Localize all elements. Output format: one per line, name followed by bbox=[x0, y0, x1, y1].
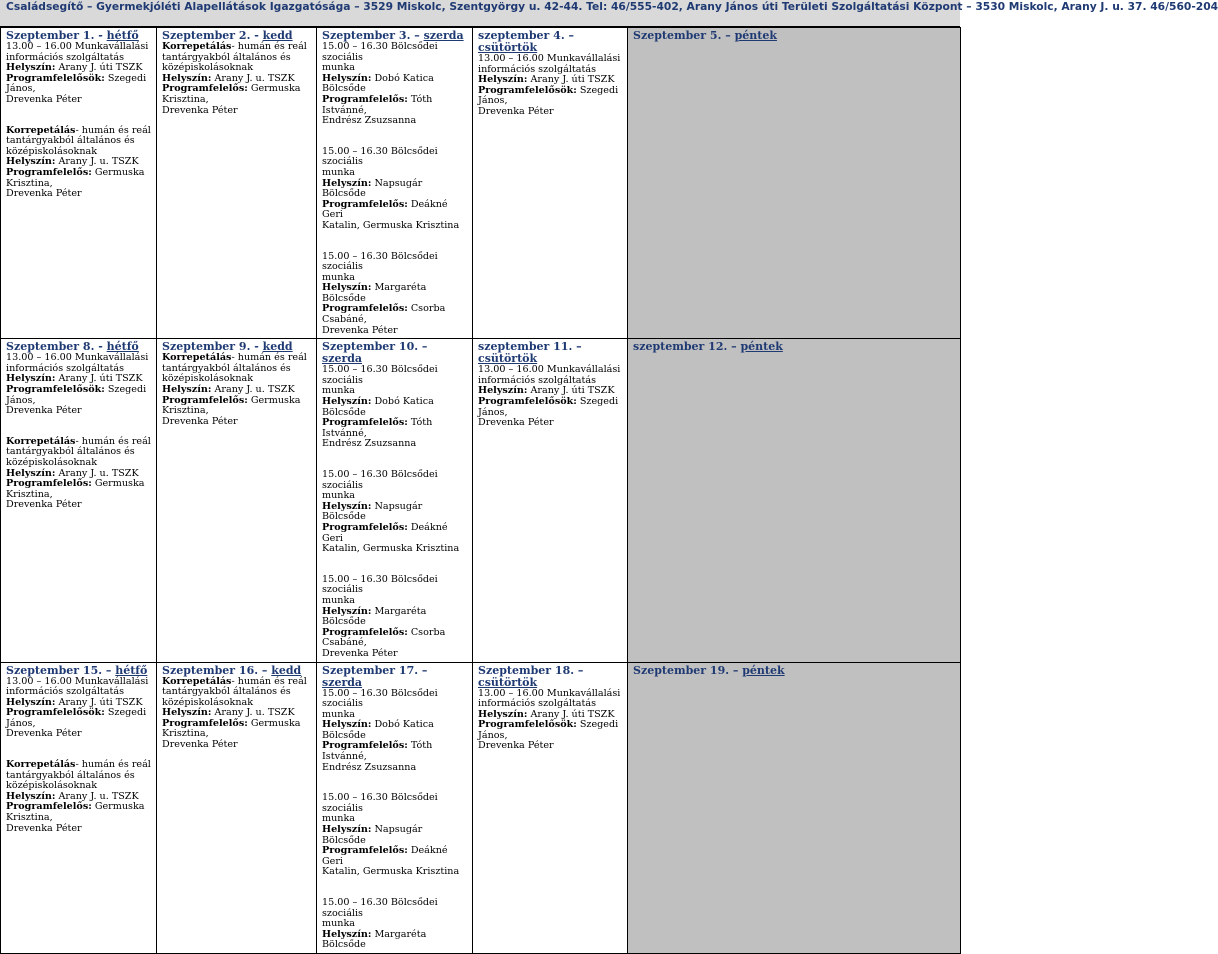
program-line-p1: Programfelelős: Germuska Krisztina, bbox=[162, 717, 301, 740]
day-title bbox=[322, 341, 468, 365]
program-line-p2: Drevenka Péter bbox=[322, 647, 398, 659]
day-date: Szeptember 18. – bbox=[478, 663, 584, 677]
program-line-p1: Programfelelős: Germuska Krisztina, bbox=[162, 394, 301, 417]
program-line-l2: munka bbox=[322, 918, 355, 930]
program-line-l2: munka bbox=[322, 166, 355, 178]
program-entry bbox=[322, 147, 468, 232]
day-cell bbox=[1, 339, 157, 662]
program-line-p1: Programfelelősök: Szegedi János, bbox=[478, 396, 619, 418]
program-entry bbox=[162, 677, 312, 751]
program-entry bbox=[322, 575, 468, 660]
field-label: Helyszín: bbox=[6, 696, 56, 708]
program-line-loc: Helyszín: Margaréta Bölcsőde bbox=[322, 928, 427, 951]
program-line-p1: Programfelelős: Tóth Istvánné, bbox=[322, 417, 433, 439]
day-weekday: szerda bbox=[322, 352, 363, 366]
program-line-p2: Drevenka Péter bbox=[478, 417, 554, 429]
field-label: Helyszín: bbox=[322, 282, 372, 294]
program-line-l1: Korrepetálás- humán és reál bbox=[6, 759, 151, 771]
program-line-loc: Helyszín: Arany J. úti TSZK bbox=[6, 696, 143, 708]
program-line-l2: munka bbox=[322, 594, 355, 606]
program-line-loc: Helyszín: Arany J. u. TSZK bbox=[6, 156, 139, 168]
field-label: Programfelelős: bbox=[162, 717, 248, 729]
day-cell bbox=[317, 28, 473, 339]
field-label: Programfelelős: bbox=[322, 198, 408, 210]
field-label: Programfelelős: bbox=[162, 394, 248, 406]
program-line-p2: Endrész Zsuzsanna bbox=[322, 761, 417, 773]
program-line-l2: információs szolgáltatás bbox=[478, 63, 596, 75]
program-line-p2: Drevenka Péter bbox=[6, 405, 82, 417]
day-cell bbox=[317, 339, 473, 662]
program-line-l2: tantárgyakból általános és bbox=[6, 769, 135, 781]
field-label: Programfelelős: bbox=[322, 626, 408, 638]
field-label: Helyszín: bbox=[322, 500, 372, 512]
program-entry bbox=[478, 365, 623, 429]
program-entry bbox=[6, 42, 152, 106]
day-date: Szeptember 17. – bbox=[322, 663, 428, 677]
program-line-p1: Programfelelős: Deákné Geri bbox=[322, 198, 448, 221]
field-label: Programfelelős: bbox=[322, 740, 408, 752]
day-date: szeptember 4. – bbox=[478, 29, 574, 42]
program-entry bbox=[162, 353, 312, 427]
program-line-p2: Katalin, Germuska Krisztina bbox=[322, 219, 460, 231]
field-label: Programfelelős: bbox=[322, 303, 408, 315]
day-weekday: hétfő bbox=[115, 663, 148, 677]
day-date: Szeptember 16. – bbox=[162, 663, 272, 677]
program-line-p2: Drevenka Péter bbox=[478, 105, 554, 117]
day-cell bbox=[628, 662, 961, 953]
program-line-loc: Helyszín: Napsugár Bölcsőde bbox=[322, 500, 423, 523]
program-line-p2: Drevenka Péter bbox=[322, 324, 398, 336]
day-weekday: hétfő bbox=[106, 340, 139, 354]
program-line-l2: munka bbox=[322, 271, 355, 283]
program-line-l1: 15.00 – 16.30 Bölcsődei szociális bbox=[322, 687, 438, 710]
program-line-p1: Programfelelős: Germuska Krisztina, bbox=[6, 166, 145, 189]
program-entry bbox=[322, 689, 468, 774]
day-cell bbox=[473, 339, 628, 662]
program-entry bbox=[478, 689, 623, 753]
program-line-p1: Programfelelős: Tóth Istvánné, bbox=[322, 93, 433, 116]
day-title bbox=[478, 341, 623, 365]
program-line-p1: Programfelelős: Deákné Geri bbox=[322, 845, 448, 867]
program-line-l1: 13.00 – 16.00 Munkavállalási bbox=[6, 352, 149, 364]
day-weekday: csütörtök bbox=[478, 675, 538, 689]
program-line-loc: Helyszín: Napsugár Bölcsőde bbox=[322, 824, 423, 846]
program-line-l2: munka bbox=[322, 708, 355, 720]
program-line-l2: munka bbox=[322, 490, 355, 502]
day-date: Szeptember 15. – bbox=[6, 663, 116, 677]
program-entry bbox=[6, 677, 152, 741]
program-line-p1: Programfelelős: Germuska Krisztina, bbox=[162, 83, 301, 105]
field-label: Helyszín: bbox=[6, 156, 56, 168]
field-label: Programfelelős: bbox=[322, 93, 408, 105]
day-weekday: szerda bbox=[423, 29, 464, 42]
program-line-loc: Helyszín: Arany J. u. TSZK bbox=[162, 384, 295, 396]
program-line-l1: Korrepetálás- humán és reál bbox=[162, 675, 307, 687]
program-line-l2: információs szolgáltatás bbox=[6, 51, 124, 63]
program-line-l2: információs szolgáltatás bbox=[478, 698, 596, 710]
field-label: Helyszín: bbox=[322, 824, 372, 836]
program-line-l1: 15.00 – 16.30 Bölcsődei szociális bbox=[322, 469, 438, 491]
field-label: Helyszín: bbox=[322, 72, 372, 84]
program-entry bbox=[322, 793, 468, 878]
day-title bbox=[478, 30, 623, 54]
day-cell bbox=[1, 662, 157, 953]
program-entry bbox=[322, 42, 468, 127]
program-line-p2: Drevenka Péter bbox=[6, 728, 82, 740]
field-label: Korrepetálás bbox=[6, 759, 76, 771]
program-line-l1: 13.00 – 16.00 Munkavállalási bbox=[478, 687, 621, 699]
program-line-l3: középiskolásoknak bbox=[6, 145, 98, 157]
program-line-l1: 13.00 – 16.00 Munkavállalási bbox=[6, 41, 149, 52]
program-line-l1: Korrepetálás- humán és reál bbox=[162, 352, 307, 364]
program-line-l2: tantárgyakból általános és bbox=[162, 362, 291, 374]
field-label: Helyszín: bbox=[478, 74, 528, 86]
program-line-l2: munka bbox=[322, 813, 355, 825]
program-line-loc: Helyszín: Napsugár Bölcsőde bbox=[322, 177, 423, 200]
week-row bbox=[1, 662, 961, 953]
day-cell bbox=[157, 339, 317, 662]
program-line-l2: tantárgyakból általános és bbox=[6, 446, 135, 458]
field-label: Programfelelős: bbox=[322, 845, 408, 857]
program-line-p2: Drevenka Péter bbox=[162, 104, 238, 116]
day-date: szeptember 12. – bbox=[633, 340, 741, 354]
field-label: Programfelelősök: bbox=[6, 384, 105, 396]
field-label: Programfelelős: bbox=[322, 417, 408, 429]
program-line-loc: Helyszín: Margaréta Bölcsőde bbox=[322, 282, 427, 304]
day-date: Szeptember 19. – bbox=[633, 663, 743, 677]
program-line-l2: munka bbox=[322, 62, 355, 74]
field-label: Programfelelős: bbox=[6, 801, 92, 813]
program-line-loc: Helyszín: Dobó Katica Bölcsőde bbox=[322, 396, 434, 418]
day-weekday: kedd bbox=[262, 340, 293, 354]
day-date: Szeptember 5. – bbox=[633, 29, 735, 42]
program-line-p2: Katalin, Germuska Krisztina bbox=[322, 866, 460, 878]
program-entry bbox=[322, 365, 468, 450]
day-cell bbox=[628, 339, 961, 662]
program-line-l2: tantárgyakból általános és bbox=[6, 135, 135, 147]
program-line-p1: Programfelelős: Tóth Istvánné, bbox=[322, 740, 433, 763]
program-line-p2: Drevenka Péter bbox=[162, 739, 238, 751]
program-line-l2: információs szolgáltatás bbox=[6, 686, 124, 698]
day-date: Szeptember 10. – bbox=[322, 340, 428, 354]
field-label: Korrepetálás bbox=[6, 124, 76, 136]
program-line-l1: 15.00 – 16.30 Bölcsődei szociális bbox=[322, 573, 438, 596]
day-date: Szeptember 1. - bbox=[6, 29, 107, 42]
field-label: Programfelelős: bbox=[6, 478, 92, 490]
program-line-l1: Korrepetálás- humán és reál bbox=[6, 124, 151, 136]
week-row bbox=[1, 28, 961, 339]
day-date: Szeptember 3. – bbox=[322, 29, 424, 42]
field-label: Helyszín: bbox=[322, 928, 372, 940]
day-title bbox=[478, 665, 623, 689]
day-cell bbox=[157, 662, 317, 953]
program-line-p1: Programfelelős: Csorba Csabáné, bbox=[322, 626, 446, 649]
program-line-loc: Helyszín: Arany J. u. TSZK bbox=[6, 790, 139, 802]
program-line-loc: Helyszín: Arany J. u. TSZK bbox=[162, 707, 295, 719]
program-line-l3: középiskolásoknak bbox=[6, 780, 98, 792]
program-line-l2: tantárgyakból általános és bbox=[162, 686, 291, 698]
day-weekday: hétfő bbox=[106, 29, 139, 42]
day-date: Szeptember 8. - bbox=[6, 340, 107, 354]
document-header bbox=[0, 0, 1218, 27]
day-weekday: kedd bbox=[262, 29, 293, 42]
program-line-l1: 13.00 – 16.00 Munkavállalási bbox=[6, 675, 149, 687]
field-label: Helyszín: bbox=[162, 707, 212, 719]
day-weekday: péntek bbox=[742, 663, 785, 677]
day-weekday: kedd bbox=[271, 663, 302, 677]
program-line-p1: Programfelelősök: Szegedi János, bbox=[6, 72, 147, 95]
day-title bbox=[6, 665, 152, 677]
program-line-p1: Programfelelős: Csorba Csabáné, bbox=[322, 303, 446, 326]
day-weekday: péntek bbox=[734, 29, 777, 42]
program-line-p1: Programfelelős: Germuska Krisztina, bbox=[6, 478, 145, 500]
field-label: Helyszín: bbox=[478, 708, 528, 720]
program-line-loc: Helyszín: Arany J. úti TSZK bbox=[6, 62, 143, 74]
program-line-p2: Katalin, Germuska Krisztina bbox=[322, 543, 460, 555]
program-line-l1: Korrepetálás- humán és reál bbox=[162, 41, 307, 52]
field-label: Helyszín: bbox=[322, 605, 372, 617]
field-label: Helyszín: bbox=[322, 177, 372, 189]
field-label: Programfelelősök: bbox=[478, 396, 577, 408]
program-line-p1: Programfelelős: Germuska Krisztina, bbox=[6, 801, 145, 824]
field-label: Programfelelősök: bbox=[6, 72, 105, 84]
program-line-l3: középiskolásoknak bbox=[162, 696, 254, 708]
program-line-p2: Drevenka Péter bbox=[6, 822, 82, 834]
field-label: Korrepetálás bbox=[162, 41, 232, 52]
field-label: Helyszín: bbox=[478, 385, 528, 397]
day-weekday: csütörtök bbox=[478, 352, 538, 366]
program-entry bbox=[322, 470, 468, 555]
day-title bbox=[633, 30, 956, 42]
program-line-l1: Korrepetálás- humán és reál bbox=[6, 435, 151, 447]
program-line-loc: Helyszín: Dobó Katica Bölcsőde bbox=[322, 72, 434, 95]
field-label: Korrepetálás bbox=[162, 675, 232, 687]
week-row bbox=[1, 339, 961, 662]
program-entry bbox=[6, 126, 152, 200]
program-entry bbox=[6, 760, 152, 834]
program-line-loc: Helyszín: Arany J. u. TSZK bbox=[6, 467, 139, 479]
field-label: Korrepetálás bbox=[162, 352, 232, 364]
day-cell bbox=[157, 28, 317, 339]
program-line-l2: információs szolgáltatás bbox=[6, 362, 124, 374]
field-label: Programfelelősök: bbox=[478, 84, 577, 96]
field-label: Programfelelős: bbox=[6, 166, 92, 178]
program-line-l2: munka bbox=[322, 385, 355, 397]
program-line-l3: középiskolásoknak bbox=[6, 457, 98, 468]
field-label: Programfelelős: bbox=[322, 521, 408, 533]
day-cell bbox=[628, 28, 961, 339]
day-weekday: szerda bbox=[322, 675, 363, 689]
program-line-l1: 13.00 – 16.00 Munkavállalási bbox=[478, 53, 621, 64]
program-line-p2: Endrész Zsuzsanna bbox=[322, 438, 417, 450]
program-line-loc: Helyszín: Arany J. úti TSZK bbox=[478, 708, 615, 720]
field-label: Programfelelős: bbox=[162, 83, 248, 95]
program-line-l1: 15.00 – 16.30 Bölcsődei szociális bbox=[322, 792, 438, 814]
day-cell bbox=[473, 662, 628, 953]
program-line-l1: 15.00 – 16.30 Bölcsődei szociális bbox=[322, 250, 438, 273]
day-cell bbox=[1, 28, 157, 339]
day-weekday: csütörtök bbox=[478, 41, 538, 54]
program-entry bbox=[478, 54, 623, 118]
program-line-p1: Programfelelősök: Szegedi János, bbox=[478, 719, 619, 741]
day-date: szeptember 11. – bbox=[478, 340, 582, 354]
program-line-p1: Programfelelősök: Szegedi János, bbox=[6, 707, 147, 729]
program-line-loc: Helyszín: Arany J. úti TSZK bbox=[478, 74, 615, 86]
program-line-p2: Drevenka Péter bbox=[6, 93, 82, 105]
program-line-loc: Helyszín: Arany J. u. TSZK bbox=[162, 72, 295, 84]
program-line-p2: Drevenka Péter bbox=[6, 499, 82, 511]
day-cell bbox=[473, 28, 628, 339]
schedule-table bbox=[0, 27, 961, 954]
day-cell bbox=[317, 662, 473, 953]
field-label: Helyszín: bbox=[6, 62, 56, 74]
program-entry bbox=[6, 437, 152, 511]
field-label: Programfelelősök: bbox=[478, 719, 577, 731]
program-entry bbox=[322, 898, 468, 951]
program-line-l3: középiskolásoknak bbox=[162, 62, 254, 74]
field-label: Helyszín: bbox=[162, 384, 212, 396]
program-entry bbox=[6, 353, 152, 417]
program-line-p2: Drevenka Péter bbox=[478, 740, 554, 752]
program-line-p1: Programfelelősök: Szegedi János, bbox=[478, 84, 619, 107]
program-entry bbox=[162, 42, 312, 116]
program-line-l2: információs szolgáltatás bbox=[478, 374, 596, 386]
program-line-l1: 15.00 – 16.30 Bölcsődei szociális bbox=[322, 41, 438, 63]
day-title bbox=[633, 341, 956, 353]
program-line-l1: 13.00 – 16.00 Munkavállalási bbox=[478, 364, 621, 376]
program-line-loc: Helyszín: Dobó Katica Bölcsőde bbox=[322, 719, 434, 741]
day-title bbox=[322, 665, 468, 689]
program-line-loc: Helyszín: Arany J. úti TSZK bbox=[6, 373, 143, 385]
field-label: Korrepetálás bbox=[6, 435, 76, 447]
program-line-loc: Helyszín: Arany J. úti TSZK bbox=[478, 385, 615, 397]
program-entry bbox=[322, 252, 468, 337]
header-text: Családsegítő – Gyermekjóléti Alapellátások Igazgatósága – 3529 Miskolc, Szentgyörgy u. 42-44. Tel: 46/555-402, Arany János úti Területi Szolgáltatási Központ – 3530 Miskolc, Arany J. u. 37. 46/560-204 bbox=[6, 0, 1218, 13]
day-title bbox=[633, 665, 956, 677]
field-label: Helyszín: bbox=[6, 790, 56, 802]
field-label: Helyszín: bbox=[6, 467, 56, 479]
program-line-p2: Endrész Zsuzsanna bbox=[322, 115, 417, 127]
field-label: Helyszín: bbox=[322, 719, 372, 731]
field-label: Helyszín: bbox=[6, 373, 56, 385]
program-line-p1: Programfelelős: Deákné Geri bbox=[322, 521, 448, 544]
day-weekday: péntek bbox=[740, 340, 783, 354]
day-date: Szeptember 2. - bbox=[162, 29, 263, 42]
field-label: Helyszín: bbox=[162, 72, 212, 84]
day-date: Szeptember 9. - bbox=[162, 340, 263, 354]
field-label: Programfelelősök: bbox=[6, 707, 105, 719]
program-line-p1: Programfelelősök: Szegedi János, bbox=[6, 384, 147, 406]
field-label: Helyszín: bbox=[322, 396, 372, 408]
program-line-p2: Drevenka Péter bbox=[162, 415, 238, 427]
program-line-loc: Helyszín: Margaréta Bölcsőde bbox=[322, 605, 427, 628]
program-line-l1: 15.00 – 16.30 Bölcsődei szociális bbox=[322, 897, 438, 919]
program-line-l1: 15.00 – 16.30 Bölcsődei szociális bbox=[322, 364, 438, 386]
program-line-p2: Drevenka Péter bbox=[6, 188, 82, 200]
program-line-l1: 15.00 – 16.30 Bölcsődei szociális bbox=[322, 145, 438, 168]
program-line-l3: középiskolásoknak bbox=[162, 373, 254, 385]
program-line-l2: tantárgyakból általános és bbox=[162, 51, 291, 63]
